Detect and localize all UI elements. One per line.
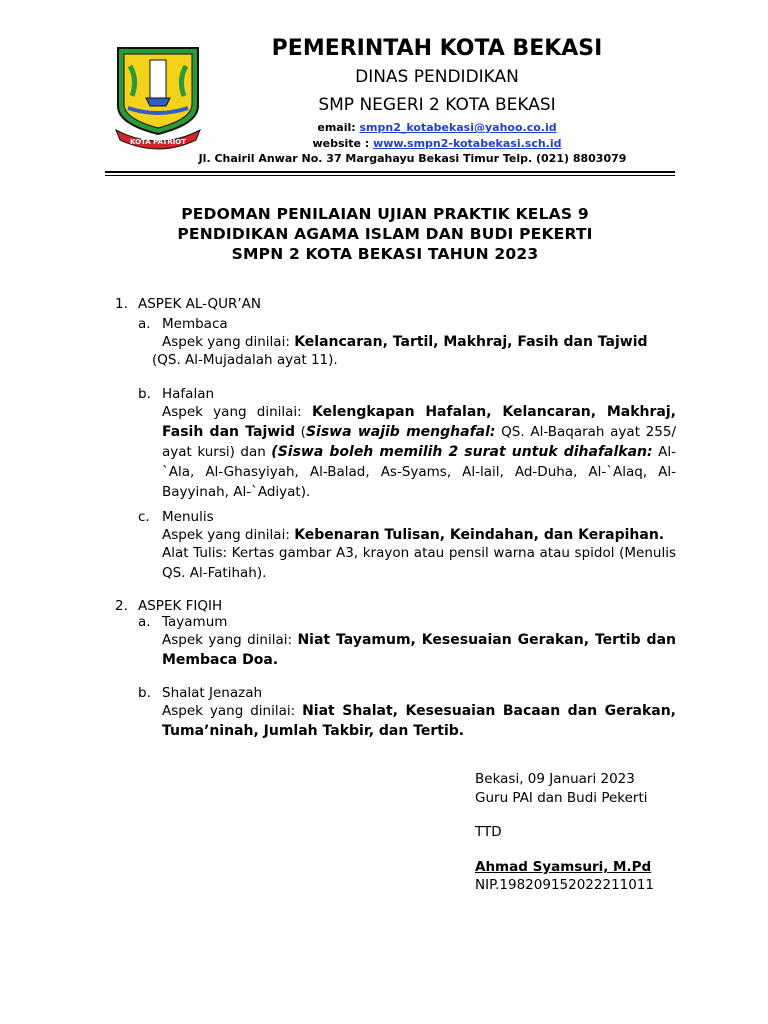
gov-name: PEMERINTAH KOTA BEKASI bbox=[271, 36, 603, 61]
doc-title-line1: PEDOMAN PENILAIAN UJIAN PRAKTIK KELAS 9 bbox=[181, 205, 589, 223]
sign-ttd: TTD bbox=[475, 824, 502, 840]
item-a-criteria bbox=[162, 332, 676, 352]
sign-role: Guru PAI dan Budi Pekerti bbox=[475, 790, 648, 806]
email-line bbox=[252, 121, 622, 134]
item-b-required-label: Siswa wajib menghafal: bbox=[305, 424, 496, 440]
item-e-criteria-bold: Niat Shalat, Kesesuaian Bacaan dan Gerakan, Tuma’ninah, Jumlah Takbir, dan Tertib. bbox=[162, 703, 676, 739]
item-d-number: a. bbox=[138, 614, 151, 630]
doc-title-line2: PENDIDIKAN AGAMA ISLAM DAN BUDI PEKERTI bbox=[177, 225, 593, 243]
section-1-title: ASPEK AL-QUR’AN bbox=[138, 296, 262, 312]
email-link[interactable]: smpn2_kotabekasi@yahoo.co.id bbox=[359, 121, 557, 134]
doc-title-line3: SMPN 2 KOTA BEKASI TAHUN 2023 bbox=[231, 245, 539, 263]
item-c-criteria-bold: Kebenaran Tulisan, Keindahan, dan Kerapihan. bbox=[294, 527, 665, 543]
header-divider-thick bbox=[105, 171, 675, 173]
item-c-tools: Alat Tulis: Kertas gambar A3, krayon atau pensil warna atau spidol (Menulis QS. Al-Fatihah). bbox=[162, 545, 676, 581]
item-c-criteria bbox=[162, 525, 682, 545]
section-1-number: 1. bbox=[115, 296, 128, 312]
section-2-number: 2. bbox=[115, 598, 128, 614]
svg-text:KOTA PATRIOT: KOTA PATRIOT bbox=[129, 138, 187, 146]
sign-place-date: Bekasi, 09 Januari 2023 bbox=[475, 771, 635, 787]
item-c-title: Menulis bbox=[162, 509, 214, 525]
item-b-choice-list: Al-`Ala, Al-Ghasyiyah, Al-Balad, As-Syams, Al-lail, Ad-Duha, Al-`Alaq, Al-Bayyinah, Al-`Adiyat). bbox=[162, 444, 676, 500]
item-b-required-text: QS. Al-Baqarah ayat 255/ ayat kursi) dan bbox=[162, 424, 676, 460]
item-b-criteria-bold: Kelengkapan Hafalan, Kelancaran, Makhraj, Fasih dan Tajwid bbox=[162, 404, 676, 440]
item-b-open: ( bbox=[295, 424, 306, 440]
header-divider-thin bbox=[105, 175, 675, 176]
item-a-note: (QS. Al-Mujadalah ayat 11). bbox=[152, 352, 338, 368]
item-b-prefix: Aspek yang dinilai: bbox=[162, 404, 312, 420]
item-e-title: Shalat Jenazah bbox=[162, 685, 263, 701]
item-e-number: b. bbox=[138, 685, 151, 701]
item-b-choice-label: (Siswa boleh memilih 2 surat untuk dihafalkan: bbox=[271, 444, 653, 460]
item-b-title: Hafalan bbox=[162, 386, 215, 402]
item-a-title: Membaca bbox=[162, 316, 228, 332]
sign-nip: NIP.198209152022211011 bbox=[475, 877, 655, 893]
website-line bbox=[252, 137, 622, 150]
city-emblem-icon bbox=[110, 44, 206, 156]
section-2-title: ASPEK FIQIH bbox=[138, 598, 223, 614]
item-b-number: b. bbox=[138, 386, 151, 402]
item-d-prefix: Aspek yang dinilai: bbox=[162, 632, 298, 648]
item-e-prefix: Aspek yang dinilai: bbox=[162, 703, 303, 719]
item-e-criteria bbox=[162, 701, 676, 741]
department-name: DINAS PENDIDIKAN bbox=[355, 67, 519, 87]
item-b-criteria bbox=[162, 402, 676, 502]
item-c-number: c. bbox=[138, 509, 150, 525]
school-name: SMP NEGERI 2 KOTA BEKASI bbox=[318, 95, 556, 115]
email-label: email: bbox=[317, 121, 360, 134]
item-a-prefix: Aspek yang dinilai: bbox=[162, 334, 295, 350]
item-d-title: Tayamum bbox=[162, 614, 228, 630]
item-d-criteria-bold: Niat Tayamum, Kesesuaian Gerakan, Tertib dan Membaca Doa. bbox=[162, 632, 676, 668]
school-address: Jl. Chairil Anwar No. 37 Margahayu Bekasi Timur Telp. (021) 8803079 bbox=[198, 152, 627, 165]
item-c-prefix: Aspek yang dinilai: bbox=[162, 527, 295, 543]
website-link[interactable]: www.smpn2-kotabekasi.sch.id bbox=[373, 137, 562, 150]
sign-name: Ahmad Syamsuri, M.Pd bbox=[475, 859, 652, 875]
item-a-criteria-bold: Kelancaran, Tartil, Makhraj, Fasih dan Tajwid bbox=[294, 334, 648, 350]
item-d-criteria bbox=[162, 630, 676, 670]
item-a-number: a. bbox=[138, 316, 151, 332]
website-label: website : bbox=[312, 137, 374, 150]
city-logo bbox=[110, 44, 206, 156]
